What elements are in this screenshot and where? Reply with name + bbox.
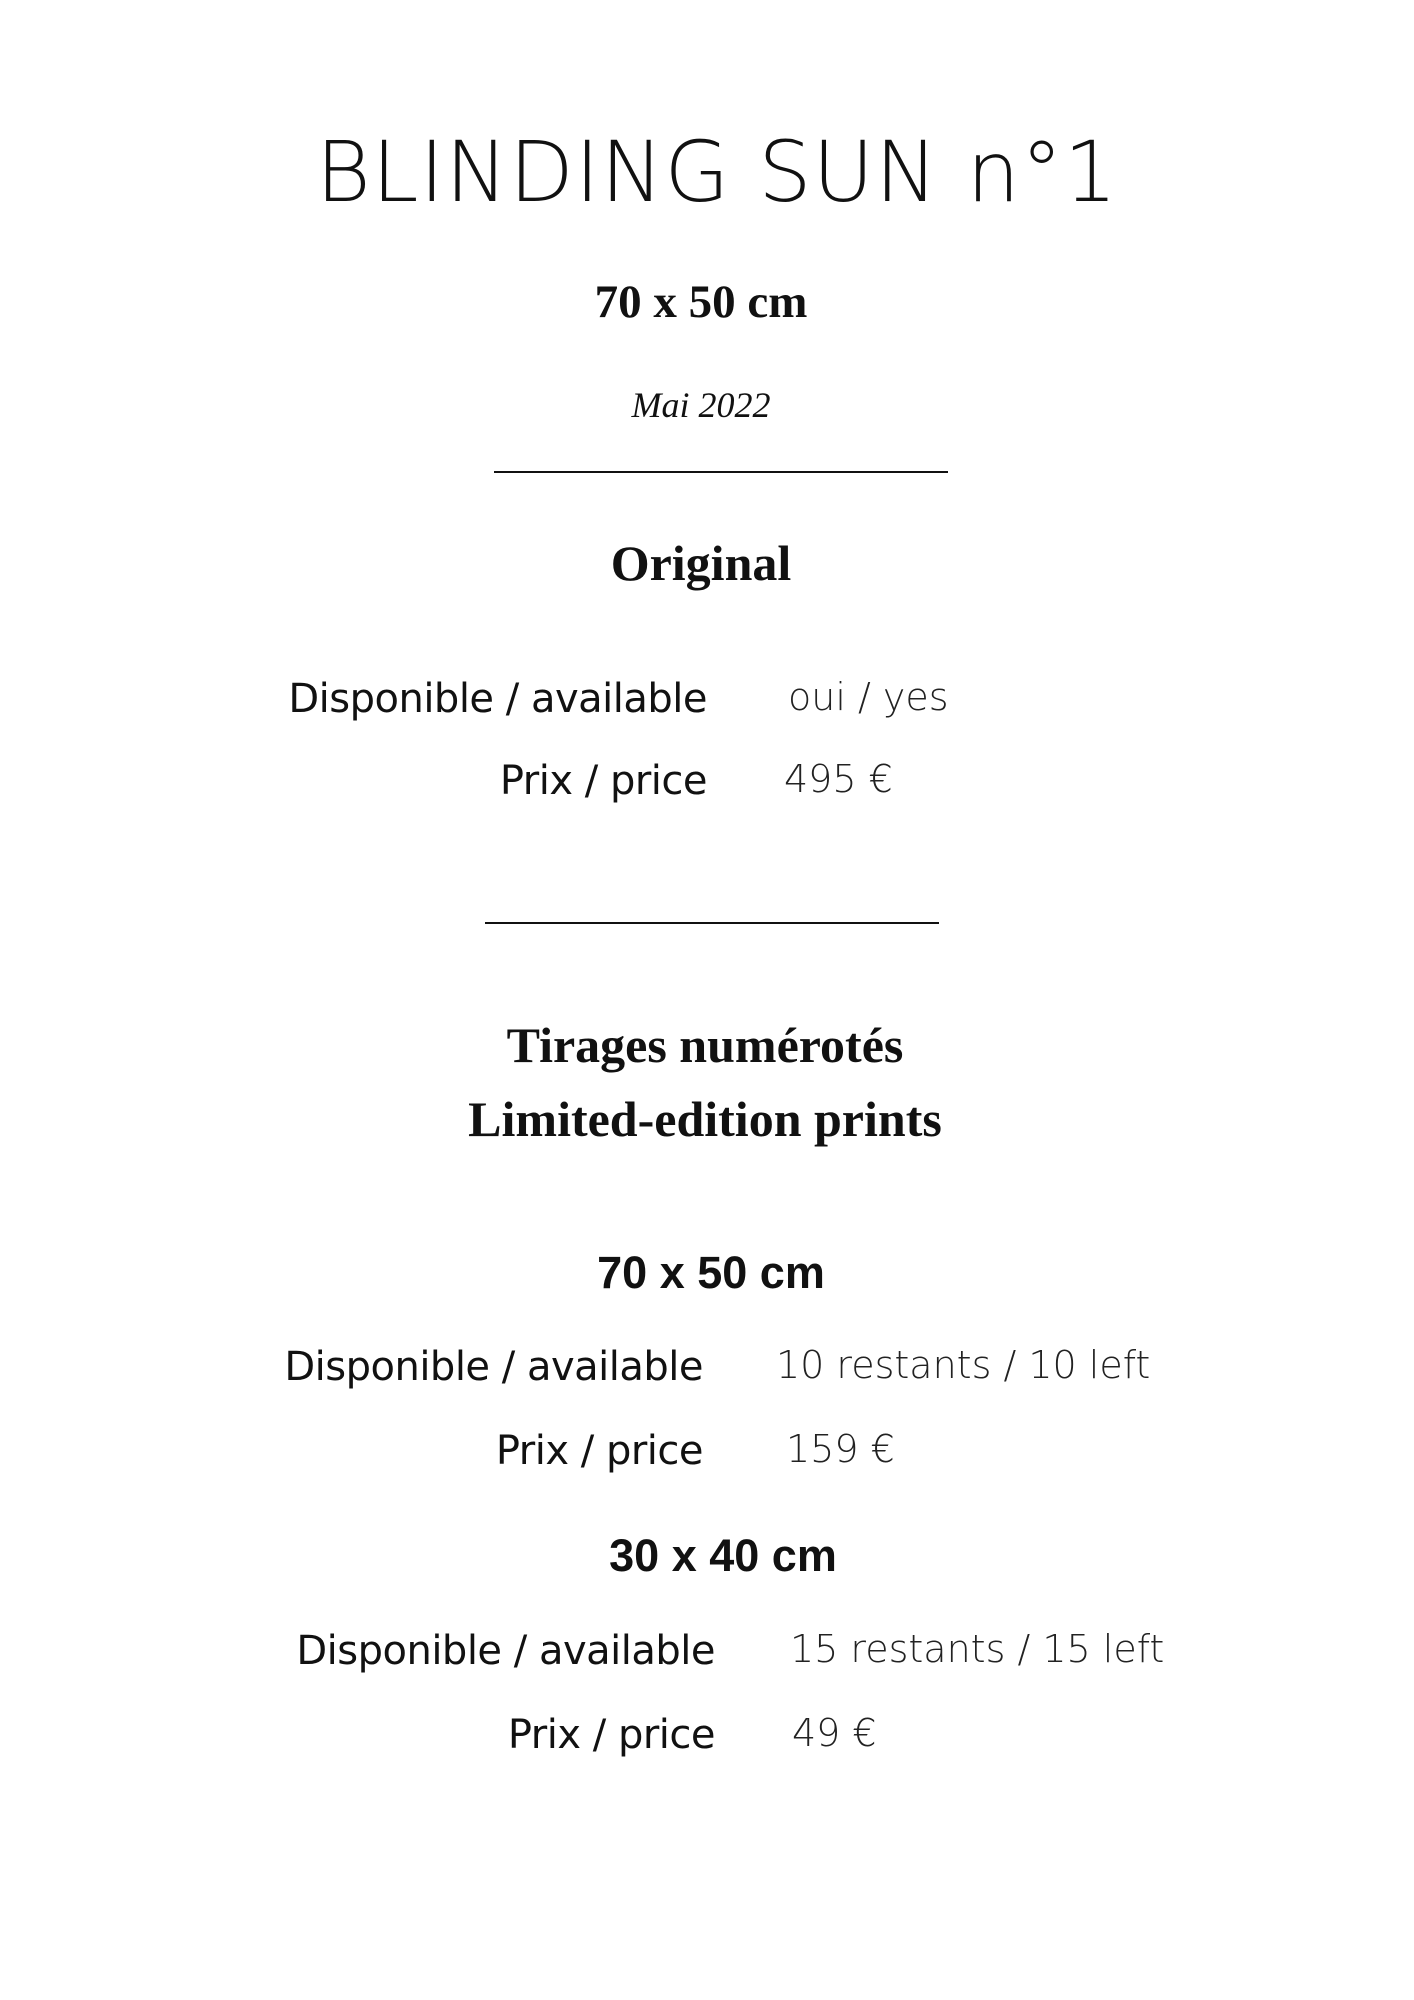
original-heading: Original bbox=[610, 535, 792, 591]
original-price-value: 495 € bbox=[784, 757, 893, 801]
print-size-70x50: 70 x 50 cm bbox=[597, 1247, 825, 1298]
print-70x50-available-value: 10 restants / 10 left bbox=[776, 1343, 1151, 1387]
print-70x50-price-value: 159 € bbox=[786, 1427, 895, 1471]
print-30x40-available-value: 15 restants / 15 left bbox=[790, 1627, 1165, 1671]
print-30x40-available-label: Disponible / available bbox=[296, 1628, 715, 1674]
prints-heading bbox=[0, 1008, 1412, 1156]
artwork-title: BLINDING SUN n°1 bbox=[315, 123, 1119, 221]
prints-heading-en: Limited-edition prints bbox=[468, 1091, 942, 1147]
original-price-label: Prix / price bbox=[499, 758, 707, 804]
original-available-label: Disponible / available bbox=[288, 676, 707, 722]
divider-middle bbox=[485, 922, 939, 924]
print-70x50-available-label: Disponible / available bbox=[284, 1344, 703, 1390]
divider-top bbox=[494, 471, 948, 473]
artwork-date: Mai 2022 bbox=[631, 385, 771, 425]
artwork-dimensions: 70 x 50 cm bbox=[594, 276, 808, 328]
print-size-30x40: 30 x 40 cm bbox=[609, 1530, 837, 1581]
original-available-value: oui / yes bbox=[788, 675, 949, 719]
print-70x50-price-label: Prix / price bbox=[495, 1428, 703, 1474]
print-30x40-price-label: Prix / price bbox=[507, 1712, 715, 1758]
print-30x40-price-value: 49 € bbox=[792, 1711, 877, 1755]
prints-heading-fr: Tirages numérotés bbox=[506, 1017, 904, 1073]
